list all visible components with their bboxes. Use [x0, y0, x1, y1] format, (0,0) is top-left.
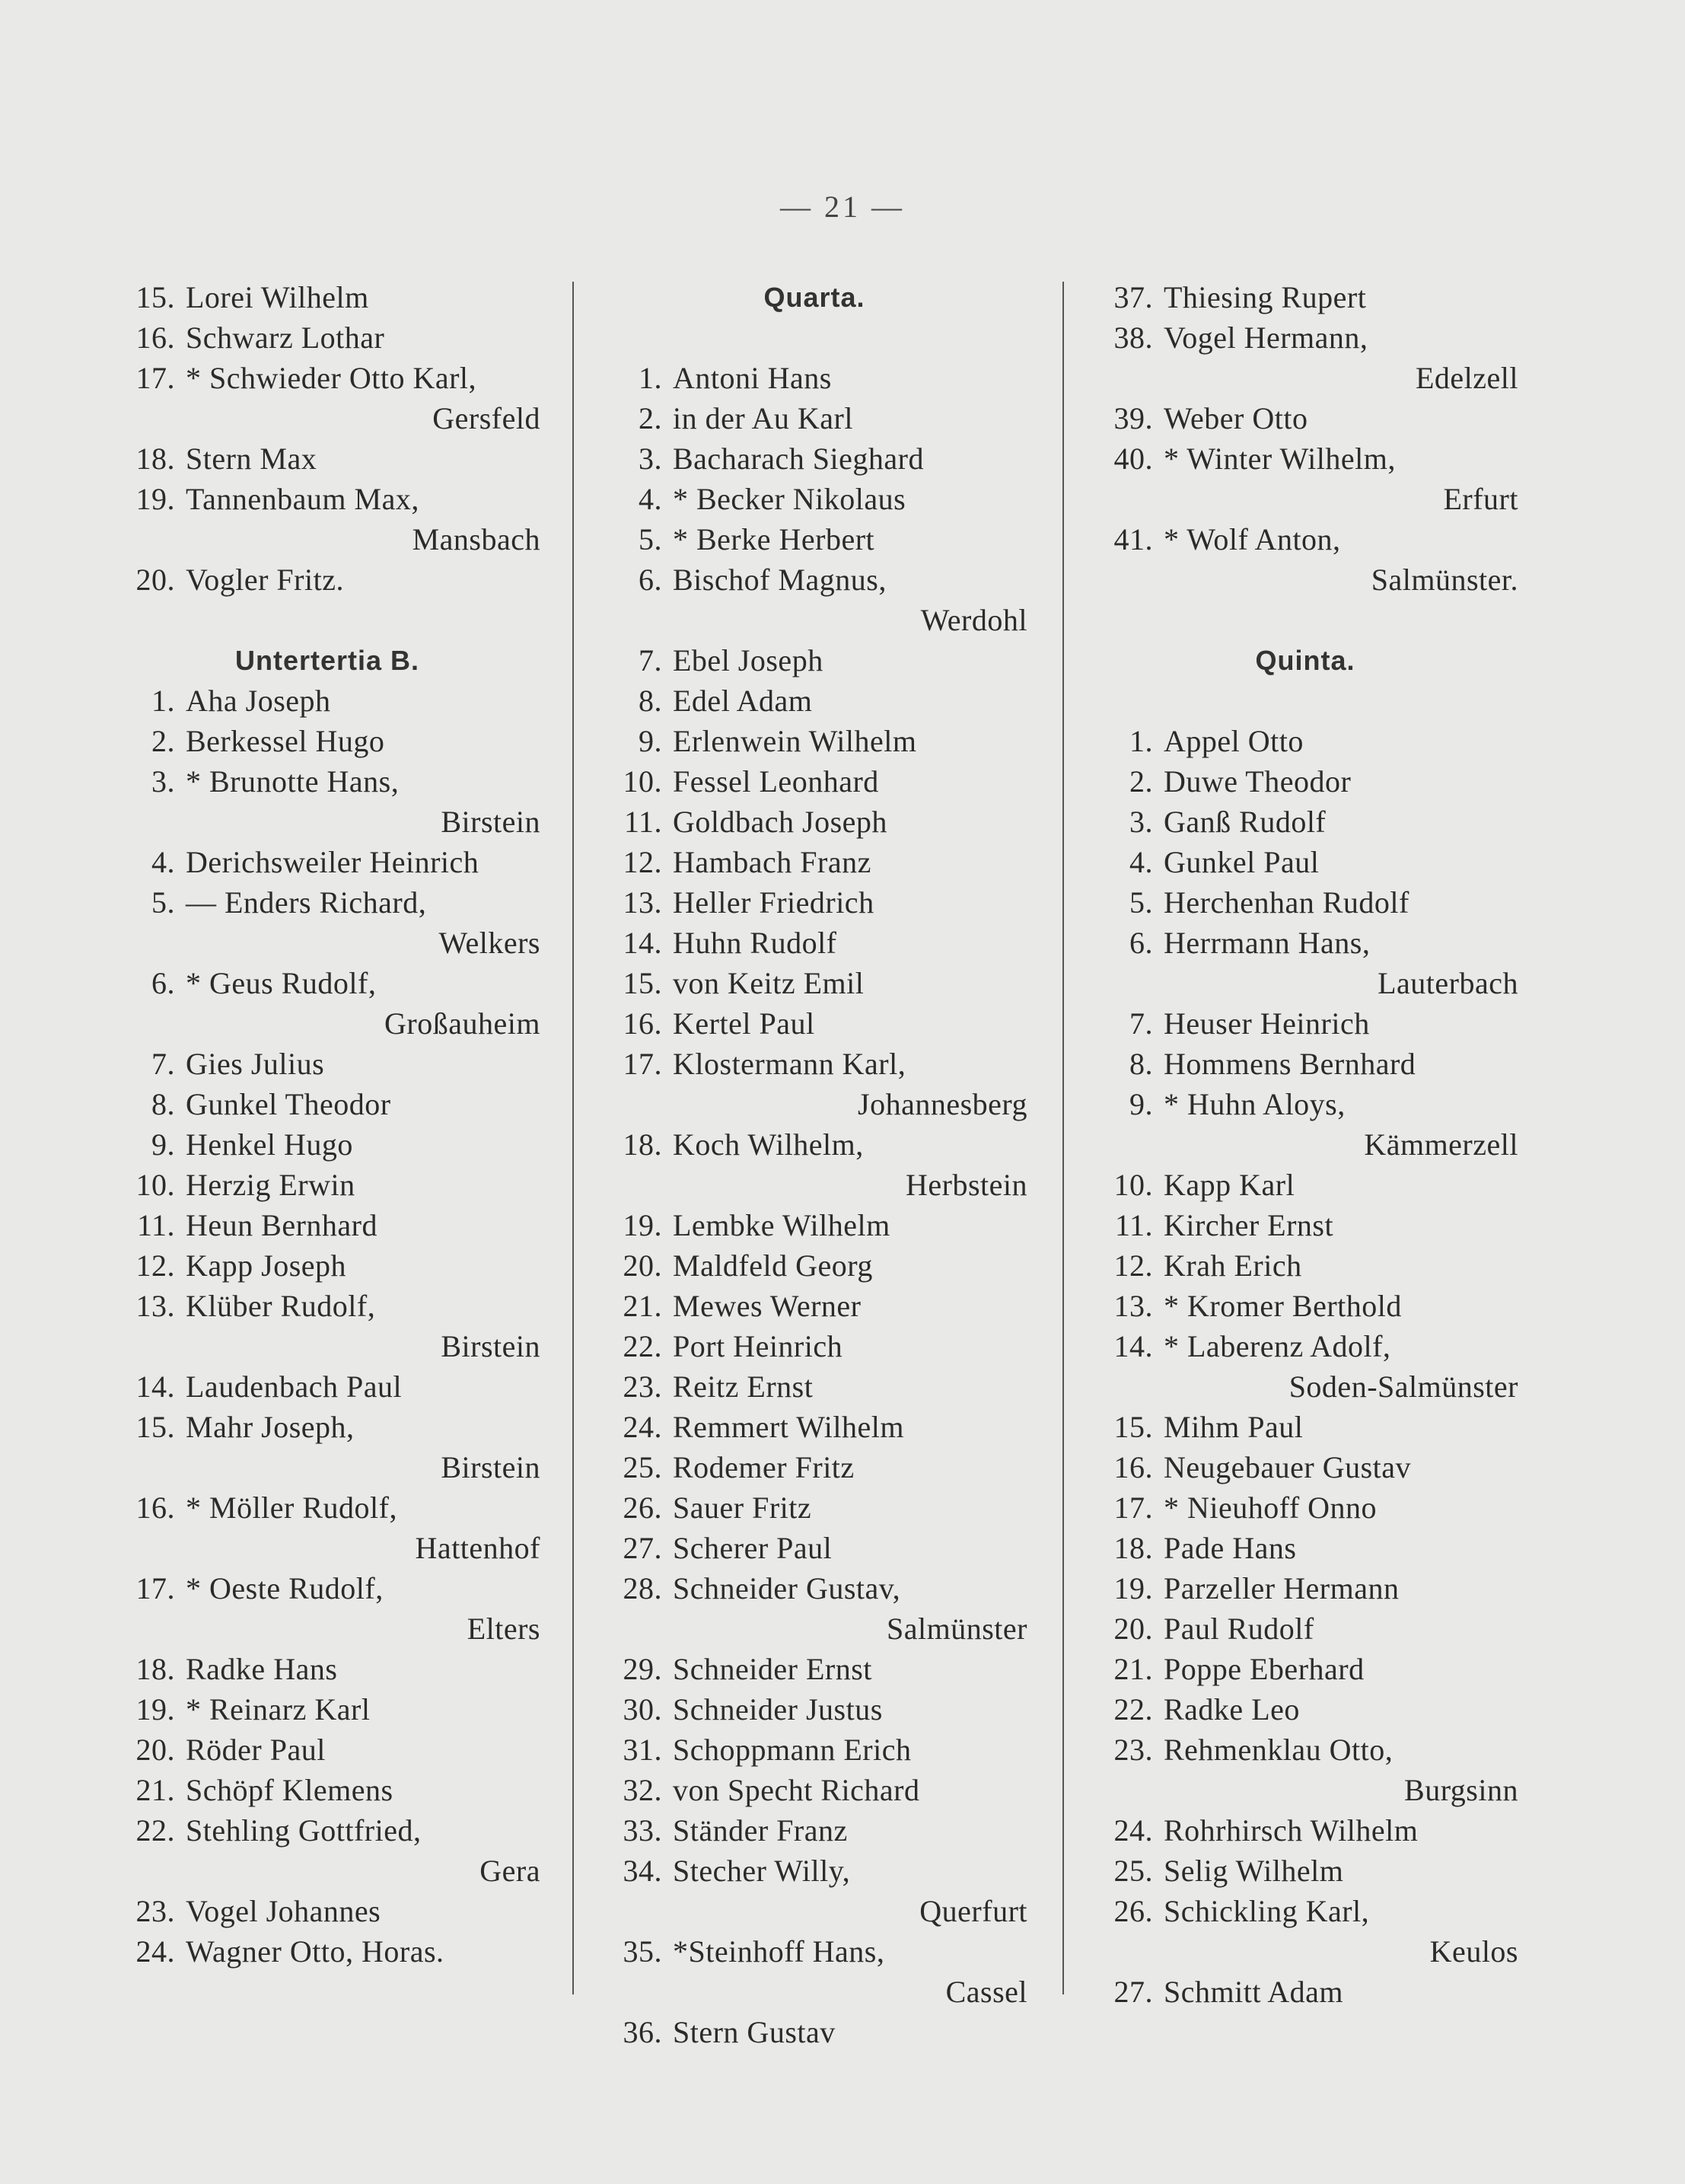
list-item: 5. — Enders Richard,	[151, 885, 427, 920]
list-item: 1. Antoni Hans	[639, 361, 832, 395]
list-item: 4. Gunkel Paul	[1129, 845, 1320, 879]
list-item: 11. Goldbach Joseph	[623, 805, 887, 839]
list-item: 18. Stern Max	[135, 442, 317, 476]
column-divider	[1062, 282, 1064, 1994]
list-item: 40. * Winter Wilhelm,	[1113, 442, 1396, 476]
list-item: 23. Vogel Johannes	[135, 1894, 381, 1928]
list-item: 11. Kircher Ernst	[1114, 1208, 1334, 1242]
page-number: — 21 —	[780, 190, 905, 224]
list-item: 38. Vogel Hermann,	[1113, 320, 1368, 355]
column-middle	[601, 277, 1027, 2052]
list-item: 15. von Keitz Emil	[623, 966, 865, 1000]
list-item: 17. * Nieuhoff Onno	[1113, 1491, 1378, 1525]
list-item: 29. Schneider Ernst	[623, 1652, 872, 1686]
list-item: 21. Schöpf Klemens	[135, 1773, 393, 1807]
list-item-place: Birstein	[441, 805, 540, 839]
list-item-place: Cassel	[945, 1975, 1027, 2009]
list-item: 19. Lembke Wilhelm	[623, 1208, 890, 1242]
list-item: 2. Duwe Theodor	[1129, 764, 1352, 799]
list-item-place: Lauterbach	[1378, 966, 1518, 1000]
list-item-place: Erfurt	[1443, 482, 1518, 516]
list-item: 11. Heun Bernhard	[136, 1208, 377, 1242]
list-item: 12. Krah Erich	[1113, 1248, 1302, 1283]
list-item: 13. * Kromer Berthold	[1113, 1289, 1402, 1323]
column-right	[1092, 277, 1518, 2012]
list-item-place: Salmünster	[887, 1612, 1027, 1646]
list-item: 21. Poppe Eberhard	[1113, 1652, 1365, 1686]
list-item-place: Edelzell	[1415, 361, 1518, 395]
list-item: 24. Rohrhirsch Wilhelm	[1113, 1813, 1419, 1848]
list-item: 37. Thiesing Rupert	[1113, 280, 1367, 314]
list-item-place: Elters	[467, 1612, 540, 1646]
list-item: 19. Parzeller Hermann	[1113, 1571, 1400, 1605]
list-item: 15. Mahr Joseph,	[135, 1410, 355, 1444]
list-item: 25. Selig Wilhelm	[1113, 1854, 1344, 1888]
list-item: 16. Neugebauer Gustav	[1113, 1450, 1412, 1484]
list-item-place: Keulos	[1429, 1934, 1518, 1969]
list-item: 15. Mihm Paul	[1113, 1410, 1304, 1444]
section-heading: Quarta.	[763, 282, 865, 313]
list-item: 30. Schneider Justus	[623, 1692, 883, 1726]
list-item: 16. Kertel Paul	[623, 1006, 815, 1041]
list-item: 7. Heuser Heinrich	[1129, 1006, 1370, 1041]
section-heading: Quinta.	[1255, 645, 1355, 676]
list-item: 22. Port Heinrich	[623, 1329, 843, 1363]
list-item: 2. in der Au Karl	[639, 401, 853, 435]
list-item-place: Werdohl	[920, 603, 1027, 637]
list-item: 19. * Reinarz Karl	[135, 1692, 371, 1726]
list-item: 9. * Huhn Aloys,	[1129, 1087, 1346, 1121]
list-item: 39. Weber Otto	[1113, 401, 1308, 435]
list-item: 10. Fessel Leonhard	[623, 764, 879, 799]
list-item: 36. Stern Gustav	[623, 2015, 836, 2049]
list-item-place: Herbstein	[905, 1168, 1027, 1202]
list-item: 19. Tannenbaum Max,	[135, 482, 419, 516]
list-item: 21. Mewes Werner	[623, 1289, 862, 1323]
list-item: 12. Kapp Joseph	[135, 1248, 347, 1283]
list-item: 18. Koch Wilhelm,	[623, 1127, 864, 1162]
list-item: 14. Huhn Rudolf	[623, 926, 837, 960]
list-item: 17. Klostermann Karl,	[623, 1047, 906, 1081]
list-item: 14. Laudenbach Paul	[135, 1369, 403, 1404]
list-item: 20. Maldfeld Georg	[623, 1248, 873, 1283]
list-item: 7. Ebel Joseph	[639, 643, 823, 678]
list-item: 6. Herrmann Hans,	[1129, 926, 1371, 960]
list-item: 3. Bacharach Sieghard	[639, 442, 924, 476]
list-item: 3. Ganß Rudolf	[1129, 805, 1327, 839]
list-item-place: Johannesberg	[858, 1087, 1027, 1121]
list-item-place: Mansbach	[412, 522, 540, 556]
list-item: 9. Erlenwein Wilhelm	[639, 724, 917, 758]
list-item: 26. Schickling Karl,	[1113, 1894, 1370, 1928]
list-item: 25. Rodemer Fritz	[623, 1450, 855, 1484]
list-item: 16. Schwarz Lothar	[135, 320, 385, 355]
list-item: 6. * Geus Rudolf,	[151, 966, 377, 1000]
list-item: 16. * Möller Rudolf,	[135, 1491, 397, 1525]
list-item: 18. Pade Hans	[1113, 1531, 1297, 1565]
list-item: 26. Sauer Fritz	[623, 1491, 812, 1525]
list-item-place: Soden-Salmünster	[1288, 1369, 1518, 1404]
list-item: 10. Kapp Karl	[1113, 1168, 1295, 1202]
list-item: 35. *Steinhoff Hans,	[623, 1934, 885, 1969]
list-item: 4. * Becker Nikolaus	[639, 482, 906, 516]
list-item-place: Gersfeld	[432, 401, 540, 435]
list-item: 3. * Brunotte Hans,	[151, 764, 400, 799]
column-left	[114, 277, 540, 1972]
list-item: 20. Paul Rudolf	[1113, 1612, 1314, 1646]
list-item: 17. * Schwieder Otto Karl,	[135, 361, 477, 395]
list-item-place: Birstein	[441, 1450, 540, 1484]
list-item: 7. Gies Julius	[151, 1047, 325, 1081]
list-item: 24. Remmert Wilhelm	[623, 1410, 904, 1444]
list-item: 28. Schneider Gustav,	[623, 1571, 901, 1605]
list-item: 8. Hommens Bernhard	[1129, 1047, 1416, 1081]
list-item-place: Burgsinn	[1404, 1773, 1518, 1807]
list-item-place: Birstein	[441, 1329, 540, 1363]
list-item: 1. Appel Otto	[1129, 724, 1304, 758]
list-item: 15. Lorei Wilhelm	[135, 280, 369, 314]
list-item: 41. * Wolf Anton,	[1113, 522, 1341, 556]
list-item: 12. Hambach Franz	[623, 845, 871, 879]
column-divider	[572, 282, 574, 1994]
list-item: 5. * Berke Herbert	[639, 522, 875, 556]
list-item: 2. Berkessel Hugo	[151, 724, 385, 758]
list-item: 4. Derichsweiler Heinrich	[151, 845, 479, 879]
list-item: 27. Schmitt Adam	[1113, 1975, 1343, 2009]
list-item: 6. Bischof Magnus,	[639, 563, 887, 597]
list-item-place: Hattenhof	[415, 1531, 540, 1565]
list-item: 22. Radke Leo	[1113, 1692, 1300, 1726]
list-item: 20. Röder Paul	[135, 1733, 326, 1767]
list-item: 24. Wagner Otto, Horas.	[135, 1934, 444, 1969]
list-item: 18. Radke Hans	[135, 1652, 338, 1686]
list-item-place: Großauheim	[384, 1006, 540, 1041]
list-item: 5. Herchenhan Rudolf	[1129, 885, 1409, 920]
list-item: 23. Reitz Ernst	[623, 1369, 814, 1404]
list-item: 8. Edel Adam	[639, 684, 813, 718]
list-item: 33. Ständer Franz	[623, 1813, 848, 1848]
list-item-place: Welkers	[438, 926, 540, 960]
list-item: 1. Aha Joseph	[151, 684, 331, 718]
list-item: 20. Vogler Fritz.	[135, 563, 344, 597]
list-item-place: Salmünster.	[1371, 563, 1518, 597]
list-item-place: Querfurt	[919, 1894, 1027, 1928]
list-item: 31. Schoppmann Erich	[623, 1733, 912, 1767]
list-item: 34. Stecher Willy,	[623, 1854, 851, 1888]
list-item: 27. Scherer Paul	[623, 1531, 833, 1565]
list-item-place: Gera	[479, 1854, 540, 1888]
list-item: 14. * Laberenz Adolf,	[1113, 1329, 1391, 1363]
list-item: 13. Klüber Rudolf,	[135, 1289, 376, 1323]
list-item: 23. Rehmenklau Otto,	[1113, 1733, 1394, 1767]
section-heading: Untertertia B.	[234, 645, 420, 676]
list-item: 32. von Specht Richard	[623, 1773, 920, 1807]
list-item: 9. Henkel Hugo	[151, 1127, 353, 1162]
list-item: 10. Herzig Erwin	[135, 1168, 355, 1202]
list-item: 17. * Oeste Rudolf,	[135, 1571, 384, 1605]
list-item: 8. Gunkel Theodor	[151, 1087, 391, 1121]
list-item-place: Kämmerzell	[1364, 1127, 1518, 1162]
list-item: 22. Stehling Gottfried,	[135, 1813, 422, 1848]
list-item: 13. Heller Friedrich	[623, 885, 874, 920]
